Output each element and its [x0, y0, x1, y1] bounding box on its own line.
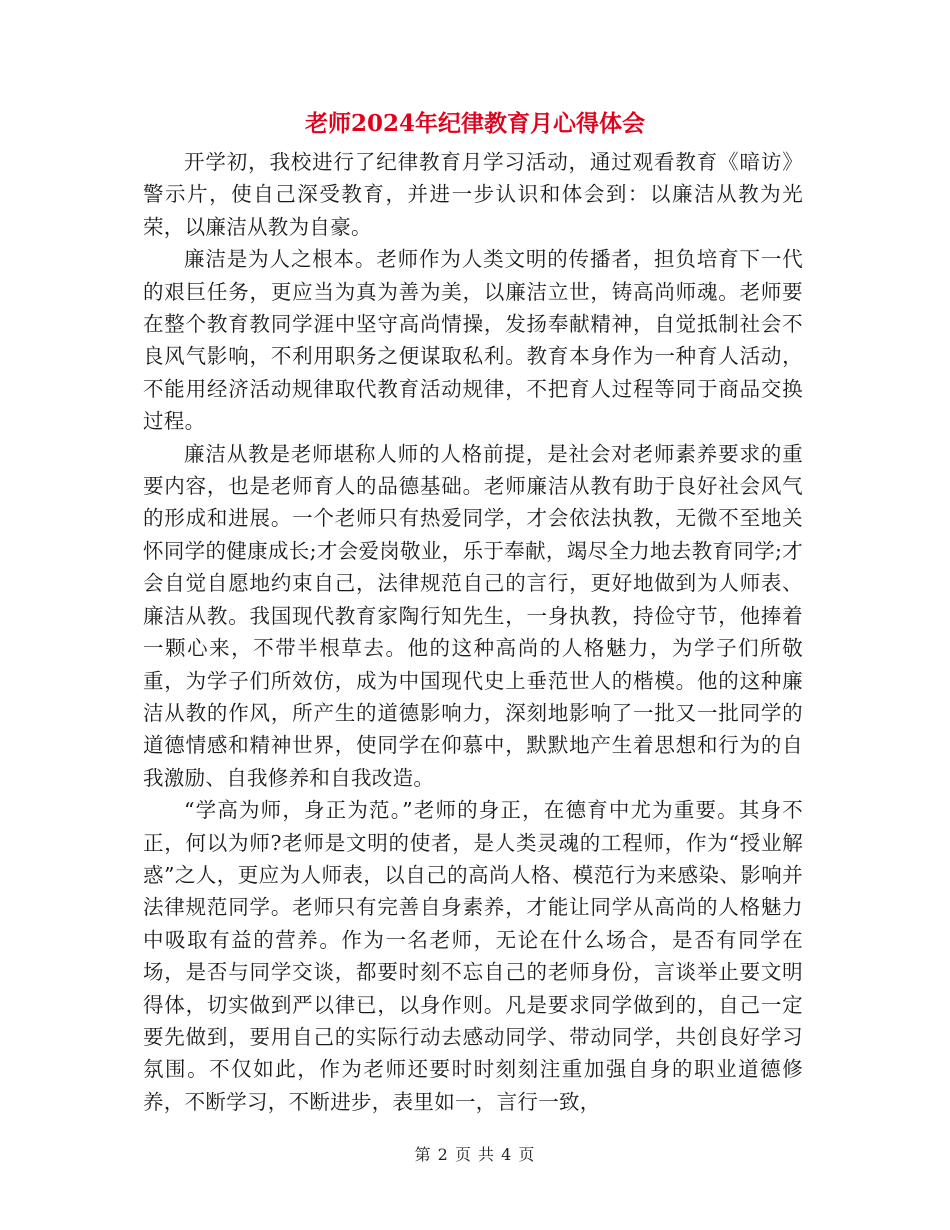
document-body [143, 146, 803, 1118]
paragraph-1: 开学初，我校进行了纪律教育月学习活动，通过观看教育《暗访》警示片，使自己深受教育，并进一步认识和体会到：以廉洁从教为光荣，以廉洁从教为自豪。 [143, 150, 803, 239]
paragraph-4: “学高为师，身正为范。”老师的身正，在德育中尤为重要。其身不正，何以为师?老师是文明的使者，是人类灵魂的工程师，作为“授业解惑”之人，更应为人师表，以自己的高尚人格、模范行为来感染、影响并法律规范同学。老师只有完善自身素养，才能让同学从高尚的人格魅力中吸取有益的营养。作为一名老师，无论在什么场合，是否有同学在场，是否与同学交谈，都要时刻不忘自己的老师身份，言谈举止要文明得体，切实做到严以律已，以身作则。凡是要求同学做到的，自己一定要先做到，要用自己的实际行动去感动同学、带动同学，共创良好学习氛围。不仅如此，作为老师还要时时刻刻注重加强自身的职业道德修养，不断学习，不断进步，表里如一，言行一致， [143, 798, 803, 1114]
paragraph-3: 廉洁从教是老师堪称人师的人格前提，是社会对老师素养要求的重要内容，也是老师育人的品德基础。老师廉洁从教有助于良好社会风气的形成和进展。一个老师只有热爱同学，才会依法执教，无微不至地关怀同学的健康成长;才会爱岗敬业，乐于奉献，竭尽全力地去教育同学;才会自觉自愿地约束自己，法律规范自己的言行，更好地做到为人师表、廉洁从教。我国现代教育家陶行知先生，一身执教，持俭守节，他捧着一颗心来，不带半根草去。他的这种高尚的人格魅力，为学子们所敬重，为学子们所效仿，成为中国现代史上垂范世人的楷模。他的这种廉洁从教的作风，所产生的道德影响力，深刻地影响了一批又一批同学的道德情感和精神世界，使同学在仰慕中，默默地产生着思想和行为的自我激励、自我修养和自我改造。 [143, 441, 803, 790]
paragraph-2: 廉洁是为人之根本。老师作为人类文明的传播者，担负培育下一代的艰巨任务，更应当为真为善为美，以廉洁立世，铸高尚师魂。老师要在整个教育教同学涯中坚守高尚情操，发扬奉献精神，自觉抵制社会不良风气影响，不利用职务之便谋取私利。教育本身作为一种育人活动，不能用经济活动规律取代教育活动规律，不把育人过程等同于商品交换过程。 [143, 247, 803, 434]
page-number-footer: 第 2 页 共 4 页 [414, 1145, 536, 1164]
document-title: 老师2024年纪律教育月心得体会 [304, 110, 645, 137]
